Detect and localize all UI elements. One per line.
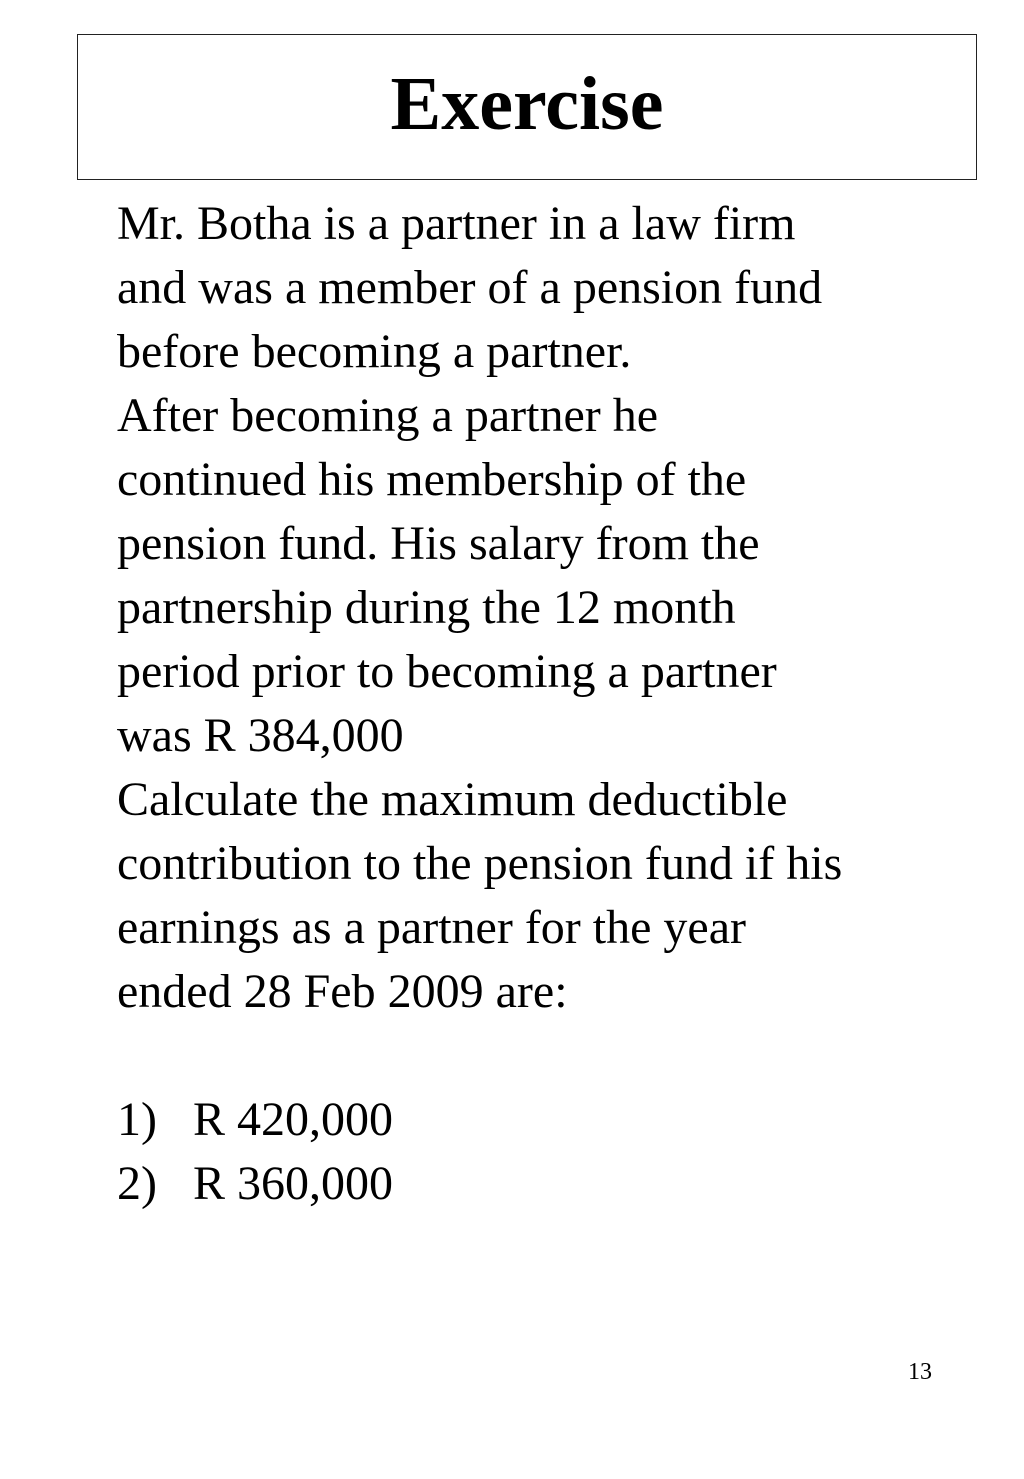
- paragraph-line: partnership during the 12 month: [117, 581, 736, 634]
- answer-option: [117, 1152, 977, 1216]
- paragraph-line: before becoming a partner.: [117, 325, 632, 378]
- page-number: 13: [908, 1359, 932, 1385]
- paragraph-line: ended 28 Feb 2009 are:: [117, 965, 568, 1018]
- paragraph-line: Calculate the maximum deductible: [117, 773, 788, 826]
- blank-line: [117, 1024, 977, 1088]
- answer-option: [117, 1088, 977, 1152]
- paragraph-line: period prior to becoming a partner: [117, 645, 777, 698]
- paragraph-line: was R 384,000: [117, 709, 404, 762]
- option-text: R 420,000: [193, 1093, 394, 1146]
- paragraph-line: pension fund. His salary from the: [117, 517, 760, 570]
- option-number: 1): [117, 1093, 157, 1146]
- paragraph-line: earnings as a partner for the year: [117, 901, 747, 954]
- paragraph-line: After becoming a partner he: [117, 389, 659, 442]
- slide-title: Exercise: [390, 62, 664, 146]
- option-number: 2): [117, 1157, 157, 1210]
- paragraph-line: contribution to the pension fund if his: [117, 837, 843, 890]
- option-text: R 360,000: [193, 1157, 394, 1210]
- paragraph-line: Mr. Botha is a partner in a law firm: [117, 197, 796, 250]
- exercise-body: [117, 192, 977, 1216]
- paragraph-line: and was a member of a pension fund: [117, 261, 823, 314]
- paragraph-line: continued his membership of the: [117, 453, 747, 506]
- title-box: [77, 34, 977, 180]
- answer-options: [117, 1088, 977, 1216]
